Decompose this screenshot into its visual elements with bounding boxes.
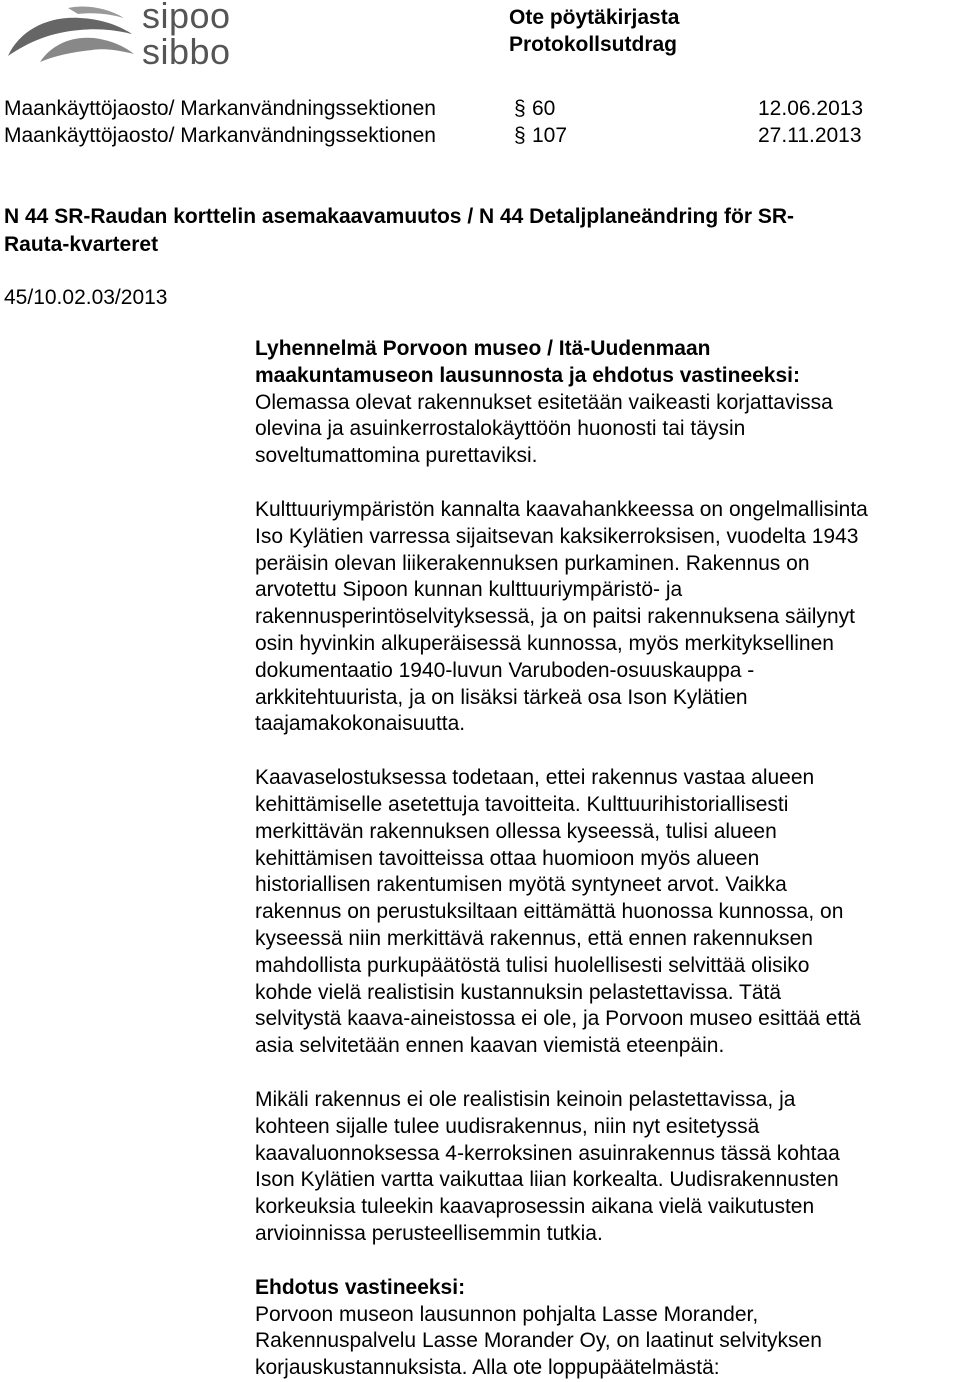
text-line: peräisin olevan liikerakennuksen purkaminen. Rakennus on — [255, 551, 810, 575]
text-line: Iso Kylätien varressa sijaitsevan kaksikerroksisen, vuodelta 1943 — [255, 524, 859, 548]
matter-title — [4, 203, 904, 259]
logo-text-sibbo: sibbo — [142, 31, 231, 72]
paragraph — [255, 1087, 955, 1248]
proposal-heading: Ehdotus vastineeksi: — [255, 1275, 466, 1299]
text-line: korkeuksia tuleekin kaavaprosessin aikana vielä vaikutusten — [255, 1195, 815, 1219]
text-line: Porvoon museon lausunnon pohjalta Lasse Morander, — [255, 1302, 759, 1326]
text-line: rakennus on perustuksiltaan eittämättä huonossa kunnossa, on — [255, 900, 844, 924]
section-number: 60 — [532, 97, 556, 120]
text-line: merkittävän rakennuksen ollessa kyseessä, tulisi alueen — [255, 819, 777, 843]
text-line: taajamakokonaisuutta. — [255, 712, 466, 736]
text-line: osin hyvinkin alkuperäisessä kunnossa, myös merkityksellinen — [255, 631, 834, 655]
text-line: Olemassa olevat rakennukset esitetään vaikeasti korjattavissa — [255, 390, 833, 414]
text-line: Ison Kylätien vartta vaikuttaa liian korkealta. Uudisrakennusten — [255, 1168, 839, 1192]
text-line: mahdollista purkupäätöstä tulisi huolellisesti selvittää olisiko — [255, 953, 810, 977]
document-type — [509, 4, 679, 58]
text-line: kohteen sijalle tulee uudisrakennus, niin nyt esitetyssä — [255, 1114, 760, 1138]
heading-line: Lyhennelmä Porvoon museo / Itä-Uudenmaan — [255, 337, 711, 360]
paragraph — [255, 390, 955, 470]
text-line: historiallisen rakentumisen myötä syntyneet arvot. Vaikka — [255, 873, 787, 897]
sipoo-swoosh-logo-icon — [6, 0, 138, 70]
paragraph — [255, 497, 955, 738]
diary-number: 45/10.02.03/2013 — [4, 286, 168, 309]
heading-line: maakuntamuseon lausunnosta ja ehdotus vastineeksi: — [255, 363, 800, 387]
text-line: arvioinnissa perusteellisemmin tutkia. — [255, 1221, 603, 1245]
doc-type-finnish: Ote pöytäkirjasta — [509, 6, 680, 29]
logo-text-sipoo: sipoo — [142, 0, 231, 36]
text-line: dokumentaatio 1940-luvun Varuboden-osuuskauppa - — [255, 658, 755, 682]
summary-heading — [255, 336, 955, 390]
paragraph — [255, 765, 955, 1060]
text-line: kyseessä niin merkittävä rakennus, että ennen rakennuksen — [255, 926, 813, 950]
text-line: kehittämisen tavoitteissa ottaa huomioon myös alueen — [255, 846, 760, 870]
text-line: Kaavaselostuksessa todetaan, ettei rakennus vastaa alueen — [255, 766, 815, 790]
text-line: Rakennuspalvelu Lasse Morander Oy, on laatinut selvityksen — [255, 1329, 822, 1353]
section-number: 107 — [532, 124, 568, 147]
text-line: arkkitehtuurista, ja on lisäksi tärkeä osa Ison Kylätien — [255, 685, 748, 709]
text-line: kohde vielä realistisin kustannuksin pelastettavissa. Tätä — [255, 980, 782, 1004]
meeting-date: 27.11.2013 — [758, 124, 862, 147]
text-line: Kulttuuriympäristön kannalta kaavahankkeessa on ongelmallisinta — [255, 497, 868, 521]
document-body — [255, 336, 955, 1382]
reference-row — [4, 122, 904, 150]
matter-title-line: Rauta-kvarteret — [4, 233, 159, 256]
meeting-date: 12.06.2013 — [758, 97, 864, 120]
text-line: rakennusperintöselvityksessä, ja on paitsi rakennuksena säilynyt — [255, 605, 855, 629]
section-sign: § — [514, 97, 526, 120]
doc-type-swedish: Protokollsutdrag — [509, 33, 678, 56]
text-line: asia selvitetään ennen kaavan viemistä eteenpäin. — [255, 1034, 725, 1058]
text-line: kehittämiselle asetettuja tavoitteita. Kulttuurihistoriallisesti — [255, 792, 789, 816]
text-line: Mikäli rakennus ei ole realistisin keinoin pelastettavissa, ja — [255, 1087, 796, 1111]
text-line: selvitystä kaava-aineistossa ei ole, ja Porvoon museo esittää että — [255, 1007, 861, 1031]
paragraph — [255, 1302, 955, 1382]
reference-body: Maankäyttöjaosto/ Markanvändningssektionen — [4, 97, 436, 120]
reference-row — [4, 95, 904, 123]
sipoo-logo — [6, 0, 256, 72]
text-line: kaavaluonnoksessa 4-kerroksinen asuinrakennus tässä kohtaa — [255, 1141, 840, 1165]
text-line: arvotettu Sipoon kunnan kulttuuriympäristö- ja — [255, 578, 683, 602]
reference-body: Maankäyttöjaosto/ Markanvändningssektionen — [4, 124, 436, 147]
section-sign: § — [514, 124, 526, 147]
text-line: korjauskustannuksista. Alla ote loppupäätelmästä: — [255, 1356, 720, 1380]
text-line: soveltumattomina purettaviksi. — [255, 444, 538, 468]
matter-title-line: N 44 SR-Raudan korttelin asemakaavamuutos / N 44 Detaljplaneändring för SR- — [4, 205, 795, 228]
text-line: olevina ja asuinkerrostalokäyttöön huonosti tai täysin — [255, 417, 746, 441]
